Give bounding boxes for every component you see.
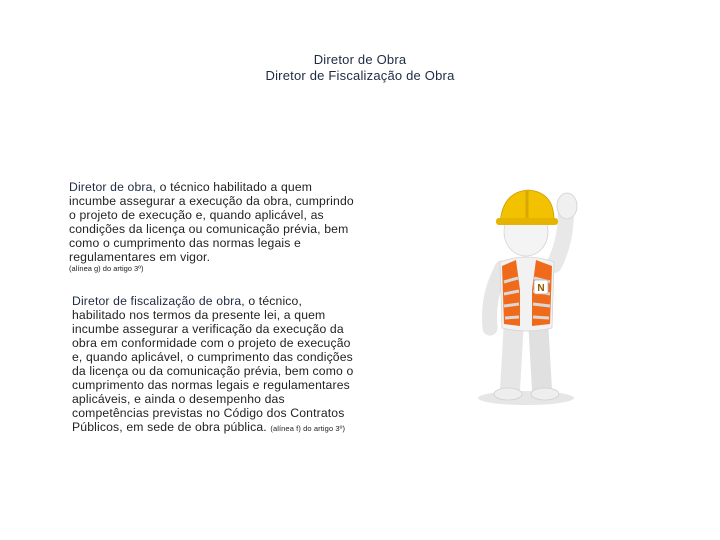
- slide-title: [0, 52, 720, 84]
- term-diretor-fiscalizacao: Diretor de fiscalização de obra: [72, 294, 242, 308]
- title-line-1: Diretor de Obra: [313, 52, 407, 67]
- definition-text-diretor-obra: , o técnico habilitado a quem incumbe assegurar a execução da obra, cumprindo o projeto de execução e, quando aplicável, as condições da licença ou comunicação prévia, bem como o cumprimento das normas legais e regulamentares em vigor.: [69, 180, 354, 264]
- definition-text-diretor-fiscalizacao: , o técnico, habilitado nos termos da presente lei, a quem incumbe assegurar a verificação da execução da obra em conformidade com o projeto de execução e, quando aplicável, o cumprimento das condições da licença ou da comunicação prévia, bem como o cumprimento das normas legais e regulamentares aplicáveis, e ainda o desempenho das competências previstas no Código dos Contratos Públicos, em sede de obra pública.: [72, 294, 354, 434]
- legal-reference-1: (alínea g) do artigo 3º): [69, 264, 144, 273]
- term-diretor-obra: Diretor de obra: [69, 180, 153, 194]
- legal-reference-2: (alínea f) do artigo 3º): [270, 424, 346, 433]
- definition-diretor-obra: [69, 180, 359, 264]
- construction-worker-icon: [470, 170, 590, 410]
- definition-diretor-fiscalizacao: [72, 294, 354, 436]
- title-line-2: Diretor de Fiscalização de Obra: [265, 68, 455, 83]
- badge-letter: N: [537, 283, 545, 294]
